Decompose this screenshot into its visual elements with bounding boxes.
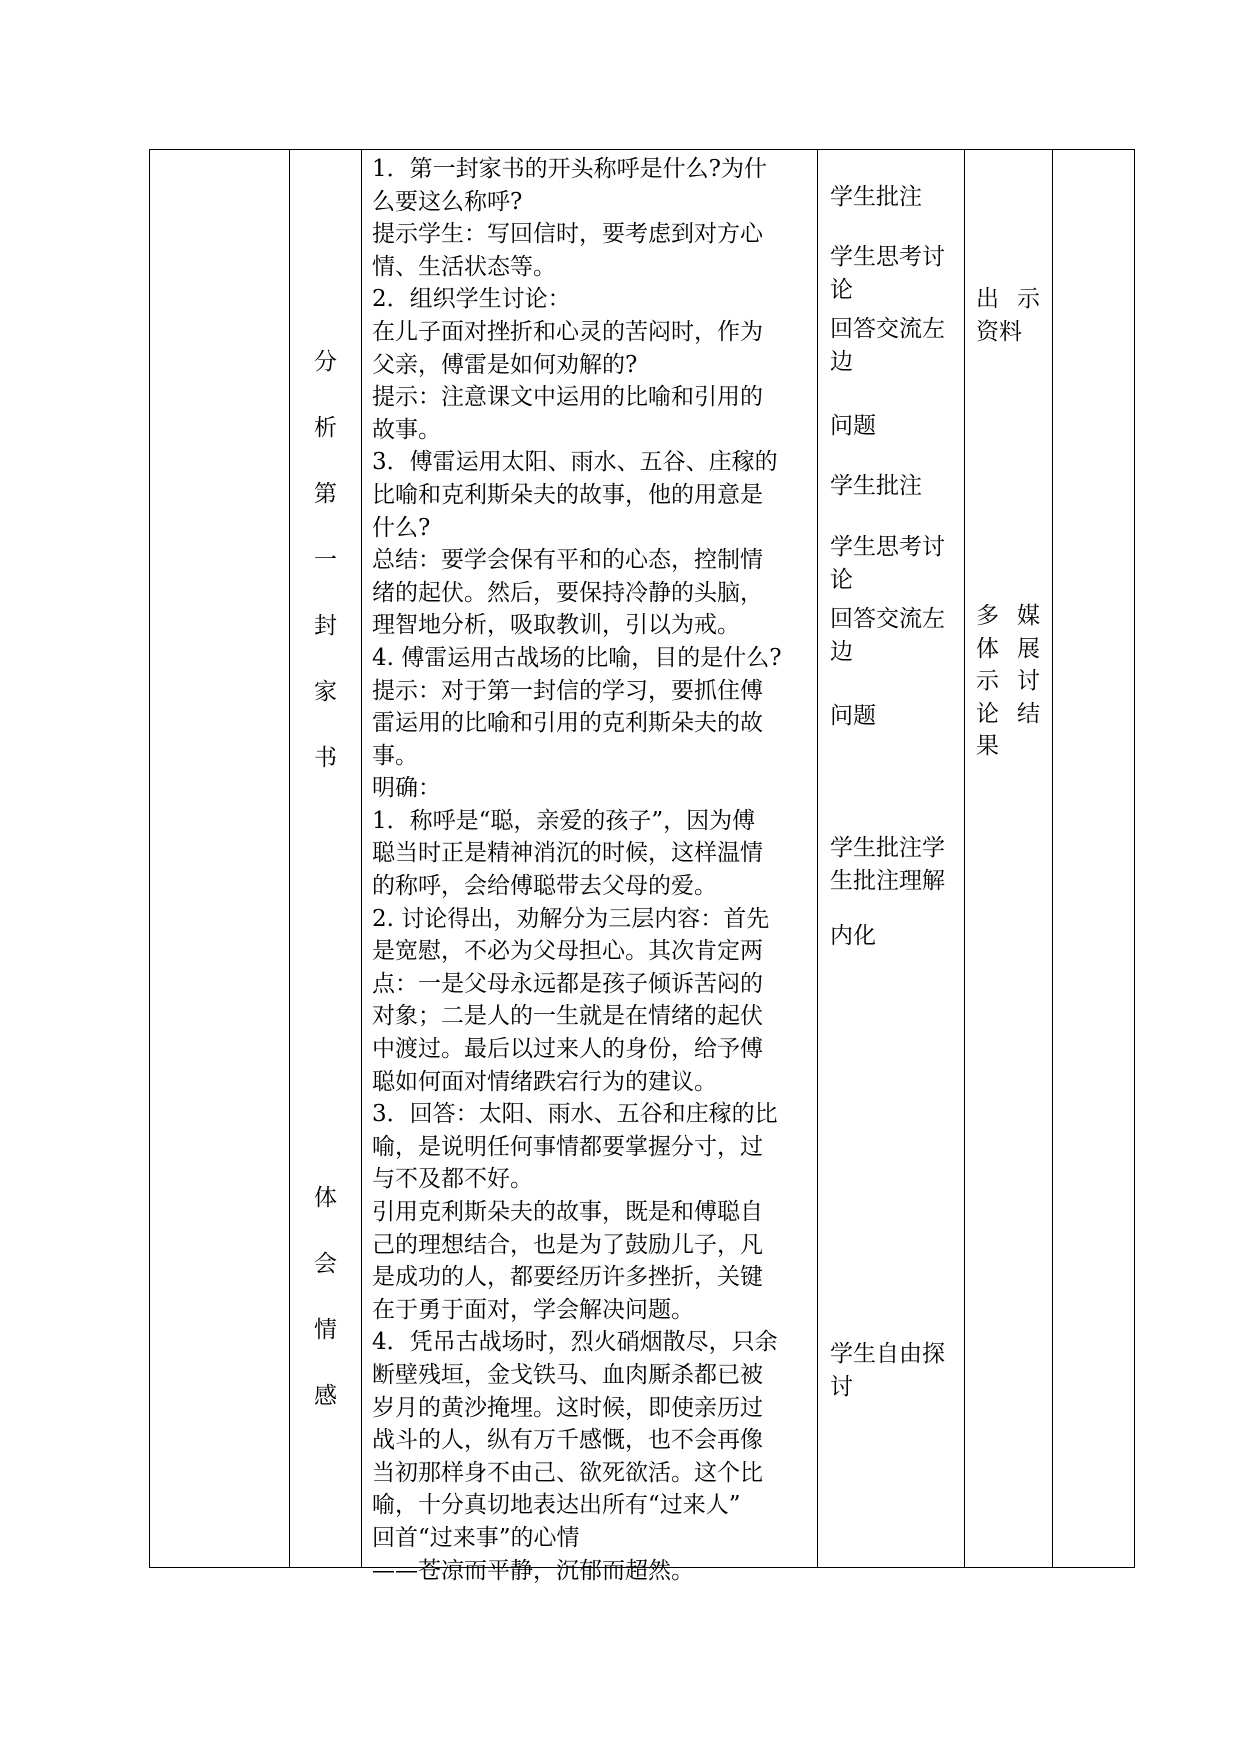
lesson-plan-table [149,149,1135,1584]
teacher-line: 在儿子面对挫折和心灵的苦闷时，作为 [372,318,763,345]
teacher-line: 中渡过。最后以过来人的身份，给予傅 [372,1036,763,1063]
teacher-line: 理智地分析，吸取教训，引以为戒。 [372,612,740,639]
stage-char: 第 [314,481,337,507]
teacher-line: 2. 讨论得出，劝解分为三层内容：首先 [372,905,770,932]
student-activity-item [830,531,960,596]
teacher-line: 喻，十分真切地表达出所有“过来人” [372,1492,741,1519]
student-activity-item [830,470,960,503]
teacher-line: 己的理想结合，也是为了鼓励儿子，凡 [372,1231,763,1258]
teacher-line: 父亲，傅雷是如何劝解的? [372,351,638,378]
stage-char: 封 [314,613,337,639]
teacher-line: 聪如何面对情绪跌宕行为的建议。 [372,1068,717,1095]
stage-column [290,150,361,1567]
stage-char: 情 [314,1317,337,1343]
student-activity-item [830,313,960,378]
teacher-line: 引用克利斯朵夫的故事，既是和傅聪自 [372,1199,763,1225]
stage-char: 一 [314,547,337,573]
column-divider [361,150,362,1567]
media-char: 论 [976,700,999,727]
teacher-line: 断壁残垣，金戈铁马、血肉厮杀都已被 [372,1361,763,1388]
teacher-line: 2．组织学生讨论： [372,286,571,313]
teacher-line: 绪的起伏。然后，要保持冷静的头脑， [372,579,763,606]
media-row [976,698,1040,731]
stage-char: 家 [314,679,337,705]
teacher-line: 是宽慰，不必为父母担心。其次肯定两 [372,938,763,965]
student-activity-item [830,603,960,668]
stage-label-emotion [290,1182,361,1446]
teacher-line: 当初那样身不由己、欲死欲活。这个比 [372,1459,763,1486]
teacher-line: 喻，是说明任何事情都要掌握分寸，过 [372,1133,763,1160]
student-activity-item [830,700,960,733]
media-row [976,283,1040,316]
teacher-line: 4．凭吊古战场时，烈火硝烟散尽，只余 [372,1329,778,1356]
stage-char: 析 [314,415,337,441]
stage-char: 分 [314,349,337,375]
teacher-line: 雷运用的比喻和引用的克利斯朵夫的故 [372,710,763,737]
student-line: 论 [830,276,853,303]
teacher-line: 事。 [372,742,418,769]
student-activity-item [830,920,960,953]
stage-char: 会 [314,1251,337,1277]
teacher-line: 情、生活状态等。 [372,253,556,280]
student-activity-column [830,150,960,1567]
teacher-line: 的称呼，会给傅聪带去父母的爱。 [372,873,717,900]
stage-label-analysis [290,346,361,808]
media-item [976,600,1050,763]
teacher-activity-column [372,153,812,1584]
teacher-line: 1．称呼是“聪，亲爱的孩子”，因为傅 [372,807,756,834]
media-char: 示 [976,668,999,695]
media-char: 讨 [1017,668,1040,695]
stage-char: 感 [314,1383,337,1409]
teacher-line: 聪当时正是精神消沉的时候，这样温情 [372,840,763,867]
media-item [976,283,1050,348]
teacher-line: 明确： [372,775,441,802]
teacher-line: 提示学生：写回信时，要考虑到对方心 [372,221,763,248]
teacher-line: 回首“过来事”的心情 [372,1524,580,1551]
media-line: 资料 [976,318,1022,345]
student-activity-item [830,241,960,306]
media-char: 示 [1017,286,1040,312]
student-line: 生批注理解 [830,867,945,894]
teacher-line: 总结：要学会保有平和的心态，控制情 [372,547,763,574]
blank-column [150,150,289,1567]
student-line: 边 [830,348,853,375]
student-line: 学生批注学 [830,835,945,861]
student-line: 学生思考讨 [830,244,945,270]
student-line: 内化 [830,923,876,949]
media-row [976,633,1040,666]
media-char: 出 [976,286,999,312]
student-activity-item [830,832,960,897]
teacher-line: ——苍凉而平静，沉郁而超然。 [372,1557,694,1584]
student-line: 回答交流左 [830,606,945,632]
teacher-line: 与不及都不好。 [372,1166,533,1193]
teacher-line: 点：一是父母永远都是孩子倾诉苦闷的 [372,970,763,997]
teacher-line: 比喻和克利斯朵夫的故事，他的用意是 [372,481,763,508]
stage-char: 体 [314,1185,337,1211]
student-activity-item [830,181,960,214]
teacher-line: 是成功的人，都要经历许多挫折，关键 [372,1264,763,1291]
stage-char: 书 [314,745,337,771]
student-line: 讨 [830,1373,853,1400]
media-char: 结 [1017,700,1040,727]
column-divider [964,150,965,1567]
media-char: 展 [1017,635,1040,662]
media-row [976,665,1040,698]
teacher-line: 在于勇于面对，学会解决问题。 [372,1296,694,1323]
student-activity-item [830,410,960,443]
student-line: 问题 [830,703,876,729]
teacher-line: 对象；二是人的一生就是在情绪的起伏 [372,1003,763,1030]
student-line: 学生思考讨 [830,534,945,560]
media-column [976,150,1050,1567]
teacher-line: 故事。 [372,416,441,443]
student-line: 回答交流左 [830,316,945,342]
teacher-line: 4. 傅雷运用古战场的比喻，目的是什么? [372,644,782,671]
student-line: 问题 [830,413,876,439]
blank-column-right [1053,150,1135,1567]
teacher-line: 什么? [372,514,431,541]
student-line: 学生批注 [830,184,922,210]
student-line: 论 [830,566,853,593]
teacher-line: 岁月的黄沙掩埋。这时候，即使亲历过 [372,1394,763,1421]
teacher-line: 战斗的人，纵有万千感慨，也不会再像 [372,1427,763,1454]
student-line: 边 [830,638,853,665]
teacher-line: 提示：注意课文中运用的比喻和引用的 [372,384,763,411]
teacher-line: 3．回答：太阳、雨水、五谷和庄稼的比 [372,1101,778,1128]
media-char: 多 [976,603,999,629]
media-char: 体 [976,635,999,662]
teacher-line: 3．傅雷运用太阳、雨水、五谷、庄稼的 [372,449,778,476]
media-char: 媒 [1017,603,1040,629]
teacher-line: 1．第一封家书的开头称呼是什么?为什 [372,156,767,182]
student-line: 学生自由探 [830,1341,945,1367]
media-line: 果 [976,733,999,760]
column-divider [817,150,818,1567]
teacher-line: 么要这么称呼? [372,188,523,215]
student-line: 学生批注 [830,473,922,499]
media-row [976,600,1040,633]
student-activity-item [830,1338,960,1403]
teacher-line: 提示：对于第一封信的学习，要抓住傅 [372,677,763,704]
